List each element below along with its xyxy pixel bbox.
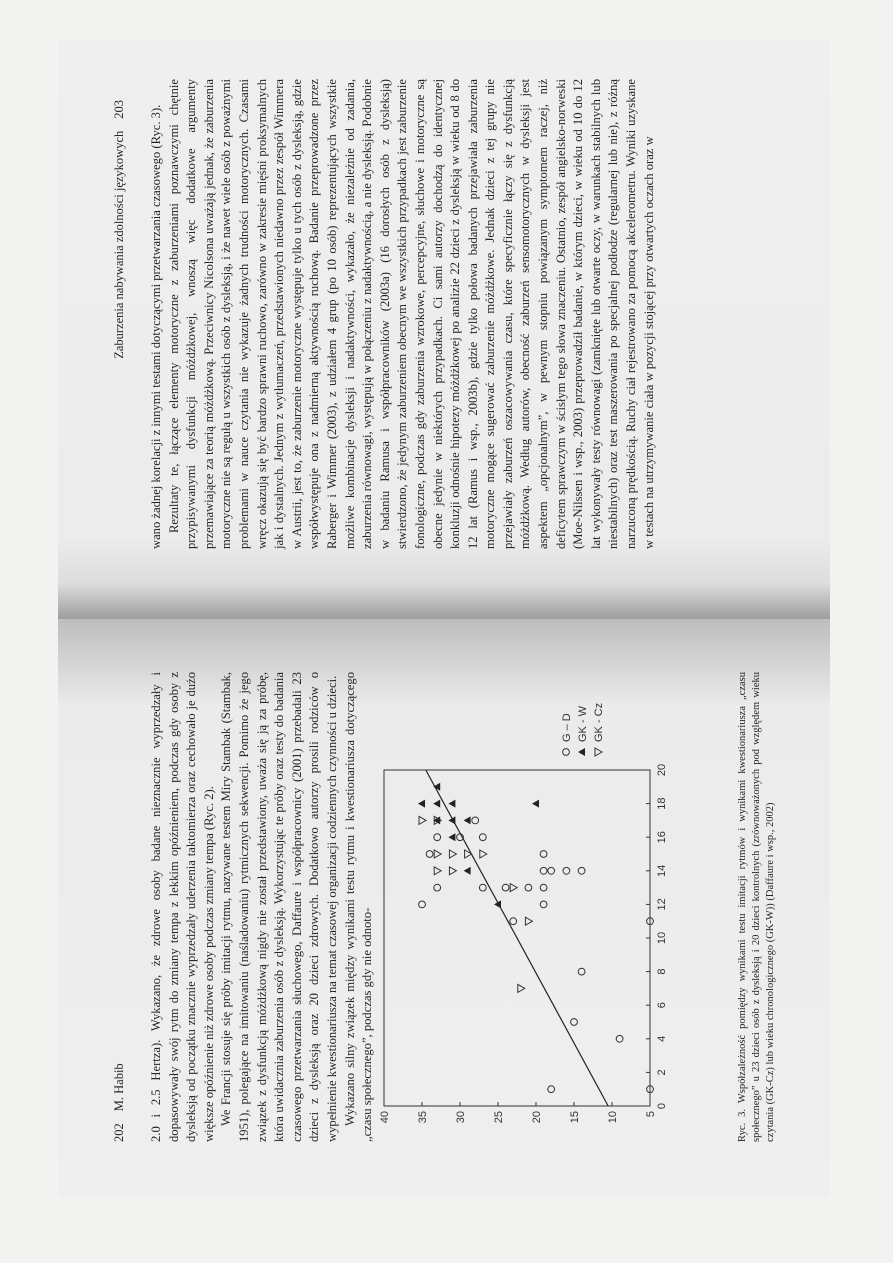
data-point (563, 867, 570, 874)
x-tick-label: 6 (656, 1002, 668, 1009)
x-tick-label: 4 (656, 1035, 668, 1042)
data-point (464, 867, 471, 875)
x-tick-label: 10 (656, 931, 668, 945)
data-point (571, 1019, 578, 1026)
paragraph: 2.0 i 2.5 Hertza). Wykazano, że zdrowe osoby badane nieznacznie wyprzedzały i dopasowywały swój rytm do zmiany tempa z lekkim opóźnieniem, podczas gdy osoby z dysleksją od początku znacznie wyprzedzały uderzenia taktomierza oraz cechowało je dużo większe opóźnienie niż zdrowe osoby podczas zmiany tempa (Ryc. 2). (149, 672, 216, 1142)
data-point (433, 800, 440, 808)
y-tick-label: 10 (607, 1111, 619, 1124)
legend-label: GK - W (577, 705, 589, 742)
paragraph: Rezultaty te, łączące elementy motoryczne z zaburzeniami poznawczymi chętnie przypisywanymi dysfunkcji móżdżkowej, wnoszą więc dodatkowe argumenty przemawiające za teorią móżdżkową. Przeciwnicy Nicolsona uważają jednak, że zaburzenia motoryczne nie są regułą u wszystkich osób z dysleksją, i że nawet wiele osób z poważnymi problemami w nauce czytania nie wykazuje żadnych trudności motorycznych. Czasami wręcz okazują się być bardzo sprawni ruchowo, zarówno w zakresie mięśni proksymalnych jak i dystalnych. Jednym z wytłumaczeń, przedstawionych niedawno przez zespół Wimmera w Austrii, jest to, że zaburzenie motoryczne występuje tylko u tych osób z dysleksją, gdzie współwystępuje ona z nadmierną aktywnością ruchową. Badanie przeprowadzone przez Raberger i Wimmer (2003), z udziałem 4 grup (po 10 osób) reprezentujących wszystkie możliwe kombinacje dysleksji i nadaktywności, wykazało, że niezależnie od zadania, zaburzenia równowagi, występują w połączeniu z nadaktywnością, a nie dysleksją. Podobnie w badaniu Ramusa i współpracowników (2003a) (16 dorosłych osób z dysleksją) stwierdzono, że jedynym zaburzeniem obecnym we wszystkich przypadkach jest zaburzenie fonologiczne, podczas gdy zaburzenia wzrokowe, percepcyjne, słuchowe i motoryczne są obecne jedynie w niektórych przypadkach. Ci sami autorzy dochodzą do identycznej konkluzji odnośnie hipotezy móżdżkowej po analizie 22 dzieci z dysleksją w wieku od 8 do 12 lat (Ramus i wsp., 2003b), gdzie tylko połowa badanych przejawiała zaburzenia motoryczne mogące sugerować zaburzenie móżdżkowe. Jednak dzieci z tej grupy nie przejawiały zaburzeń oszacowywania czasu, które specyficznie łączy się z dysfunkcją móżdżkową. Według autorów, obecność zaburzeń sensomotorycznych w dysleksji jest aspektem „opcjonalnym”, w pewnym stopniu powiązanym symptomem raczej, niż deficytem sprawczym w ścisłym tego słowa znaczeniu. Ostatnio, zespół angielsko-norweski (Moe-Nilssen i wsp., 2003) przeprowadził badanie, w którym dzieci, w wieku od 10 do 12 lat wykonywały testy równowagi (zamknięte lub otwarte oczy, w warunkach stabilnych lub niestabilnych) oraz test maszerowania po specjalnej podłodze (regularnej lub nie), z różną narzuconą prędkością. Ruchy ciał rejestrowano za pomocą akcelerometru. Wyniki uzyskane w testach na utrzymywanie ciała w pozycji stojącej przy otwartych oczach oraz w (166, 79, 656, 549)
y-tick-label: 20 (531, 1111, 543, 1124)
x-tick-label: 20 (656, 763, 668, 777)
data-point (616, 1035, 623, 1042)
data-point (419, 816, 426, 824)
data-point (502, 884, 509, 891)
data-point (480, 850, 487, 858)
data-point (419, 901, 426, 908)
figure-3-scatter-plot (376, 672, 676, 1142)
data-point (479, 834, 486, 841)
legend-label: G – D (561, 713, 573, 742)
left-header (112, 1063, 127, 1142)
data-point (525, 884, 532, 891)
figure-caption: Ryc. 3. Współzależność pomiędzy wynikami testu imitacji rytmów i wynikami kwestionariusza „czasu społecznego” u 23 dzieci osób z dysleksją i 20 dzieci kontrolnych (zrównoważonych pod względem wieku czytania (GK-Cz) lub wieku chronologicznego (GK-W)) (Daffaure i wsp., 2002) (737, 672, 776, 1142)
data-point (448, 800, 455, 808)
page-number-right: 203 (112, 100, 126, 119)
data-point (418, 800, 425, 808)
right-body-text (148, 79, 658, 549)
data-point (540, 867, 547, 874)
x-tick-label: 2 (656, 1069, 668, 1076)
y-tick-label: 35 (417, 1111, 429, 1124)
data-point (479, 884, 486, 891)
legend-marker (578, 748, 585, 756)
data-point (548, 1086, 555, 1093)
data-point (434, 834, 441, 841)
data-point (540, 884, 547, 891)
x-tick-label: 0 (656, 1102, 668, 1110)
running-head-right: Zaburzenia nabywania zdolności językowych (112, 130, 126, 359)
data-point (448, 833, 455, 841)
x-tick-label: 8 (656, 968, 668, 975)
data-point (518, 984, 525, 992)
legend-label: GK - Cz (593, 702, 605, 742)
rotated-spread (58, 40, 830, 1198)
data-point (525, 917, 532, 925)
legend-marker (563, 749, 570, 756)
page-number-left: 202 (112, 1123, 126, 1142)
legend-marker (595, 748, 602, 756)
y-tick-label: 5 (645, 1111, 657, 1118)
scanned-book-spread (58, 40, 830, 1198)
y-tick-label: 15 (569, 1111, 581, 1124)
paragraph: Wykazano silny związek między wynikami testu rytmu i kwestionariusza dotyczącego „czasu społecznego”, podczas gdy nie odnoto- (342, 672, 375, 1142)
data-point (532, 800, 539, 808)
y-tick-label: 25 (493, 1111, 505, 1124)
y-tick-label: 40 (379, 1111, 391, 1124)
data-point (548, 867, 555, 874)
data-point (449, 867, 456, 875)
data-point (510, 918, 517, 925)
x-tick-label: 16 (656, 831, 668, 844)
data-point (540, 851, 547, 858)
data-point (426, 851, 433, 858)
data-point (434, 884, 441, 891)
paragraph: wano żadnej korelacji z innymi testami dotyczącymi przetwarzania czasowego (Ryc. 3). (149, 104, 163, 549)
x-tick-label: 18 (656, 797, 668, 810)
data-point (464, 816, 471, 824)
x-tick-label: 14 (656, 864, 668, 877)
data-point (434, 850, 441, 858)
right-page (58, 40, 830, 619)
data-point (578, 968, 585, 975)
left-body-text (148, 672, 377, 1142)
scatter-chart (376, 672, 676, 1142)
data-point (540, 901, 547, 908)
data-point (449, 850, 456, 858)
y-tick-label: 30 (455, 1111, 467, 1124)
running-head-left: M. Habib (112, 1063, 126, 1112)
data-point (578, 867, 585, 874)
data-point (434, 867, 441, 875)
data-point (472, 817, 479, 824)
x-tick-label: 12 (656, 898, 668, 911)
left-page (58, 619, 830, 1198)
right-header (112, 100, 127, 359)
paragraph: We Francji stosuje się próby imitacji rytmu, nazywane testem Miry Stambak (Stambak, 1951), polegające na imitowaniu (naśladowaniu) rytmicznych sekwencji. Pomimo że jego związek z dysfunkcją móżdżkową nigdy nie został przedstawiony, uważa się ją za próbę, która uwidacznia zaburzenia osób z dysleksją. Wykorzystując te próby oraz testy do badania czasowego przetwarzania słuchowego, Daffaure i współpracownicy (2001) przebadali 23 dzieci z dysleksją oraz 20 dzieci zdrowych. Dodatkowo autorzy prosili rodziców o wypełnienie kwestionariusza na temat czasowej organizacji codziennych czynności u dzieci. (219, 672, 339, 1142)
data-point (510, 884, 517, 892)
